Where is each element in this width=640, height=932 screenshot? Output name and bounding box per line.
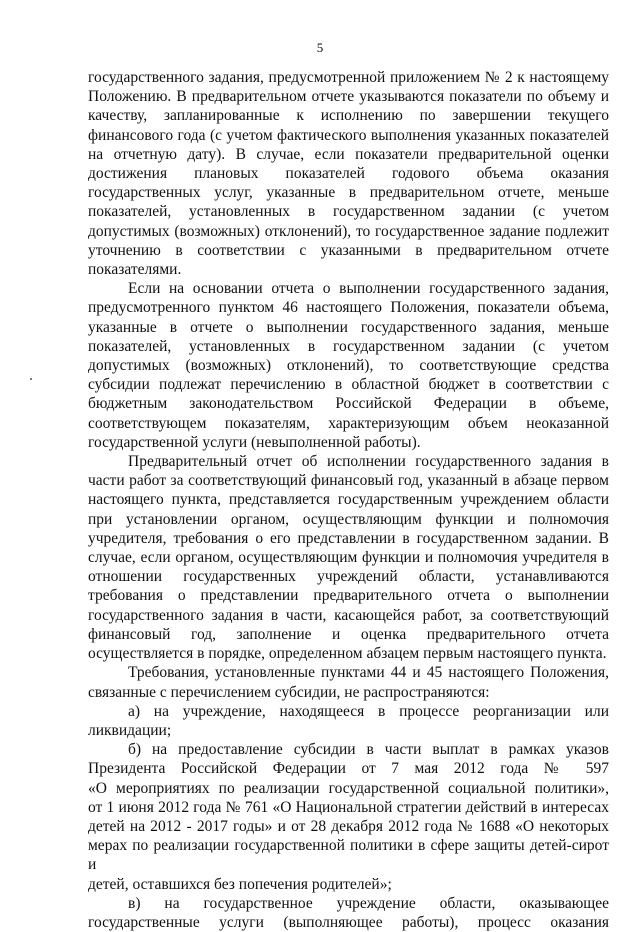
paragraph-2-line: предусмотренного пунктом 46 настоящего Положения, показатели объема, — [88, 299, 609, 317]
paragraph-5-line: ликвидации; — [88, 721, 172, 739]
paragraph-3-line: Предварительный отчет об исполнении государственного задания в — [128, 453, 609, 471]
paragraph-2-line: показателей, установленных в государственном задании (с учетом — [88, 337, 609, 355]
paragraph-3-line: требования о представлении предварительного отчета о выполнении — [88, 587, 609, 605]
paragraph-3-line: случае, если органом, осуществляющим функции и полномочия учредителя в — [88, 549, 609, 567]
paragraph-6-line: детей, оставшихся без попечения родителей»; — [88, 875, 392, 893]
paragraph-2-line: указанные в отчете о выполнении государственного задания, меньше — [88, 318, 609, 336]
paragraph-1-line: на отчетную дату). В случае, если показатели предварительной оценки — [88, 145, 609, 163]
paragraph-3-line: учредителя, требования о его представлении в государственном задании. В — [88, 529, 609, 547]
paragraph-3-line: государственного задания в части, касающейся работ, за соответствующий — [88, 606, 609, 624]
paragraph-1-line: Положению. В предварительном отчете указываются показатели по объему и — [88, 88, 609, 106]
paragraph-1-line: достижения плановых показателей годового объема оказания — [88, 165, 609, 183]
paragraph-3-line: части работ за соответствующий финансовый год, указанный в абзаце первом — [88, 472, 609, 490]
paragraph-6-line: от 1 июня 2012 года № 761 «О Национальной стратегии действий в интересах — [88, 798, 609, 816]
paragraph-6-line: Президента Российской Федерации от 7 мая 2012 года № 597 — [88, 760, 609, 778]
paragraph-6-line: б) на предоставление субсидии в части выплат в рамках указов — [128, 741, 609, 759]
paragraph-3-line: финансовый год, заполнение и оценка предварительного отчета — [88, 625, 609, 643]
paragraph-1-line: качеству, запланированные к исполнению по завершении текущего — [88, 107, 609, 125]
paragraph-3-line: отношении государственных учреждений области, устанавливаются — [88, 568, 609, 586]
paragraph-2-line: соответствующем показателям, характеризующим объем неоказанной — [88, 414, 609, 432]
page-number: 5 — [316, 40, 324, 55]
paragraph-5-line: а) на учреждение, находящееся в процессе реорганизации или — [128, 702, 609, 720]
scan-artifact — [30, 378, 32, 380]
paragraph-4-line: связанные с перечислением субсидии, не распространяются: — [88, 683, 490, 701]
paragraph-2-line: государственной услуги (невыполненной работы). — [88, 433, 421, 451]
paragraph-6-line: мерах по реализации государственной политики в сфере защиты детей-сирот и — [88, 837, 609, 874]
paragraph-3-line: настоящего пункта, представляется государственным учреждением области — [88, 491, 609, 509]
document-body — [88, 68, 609, 932]
paragraph-6-line: «О мероприятиях по реализации государственной социальной политики», — [88, 779, 609, 797]
paragraph-1-line: государственного задания, предусмотренной приложением № 2 к настоящему — [88, 69, 609, 86]
paragraph-7-line: в) на государственное учреждение области, оказывающее — [128, 894, 609, 912]
paragraph-1-line: финансового года (с учетом фактического выполнения указанных показателей — [88, 126, 609, 144]
paragraph-6-line: детей на 2012 - 2017 годы» и от 28 декабря 2012 года № 1688 «О некоторых — [88, 817, 609, 835]
paragraph-2-line: допустимых (возможных) отклонений), то соответствующие средства — [88, 357, 609, 375]
paragraph-1-line: государственных услуг, указанные в предварительном отчете, меньше — [88, 184, 609, 202]
paragraph-1-line: показателями. — [88, 261, 182, 279]
paragraph-2-line: субсидии подлежат перечислению в областной бюджет в соответствии с — [88, 376, 609, 394]
paragraph-7-line: государственные услуги (выполняющее работы), процесс оказания — [88, 913, 609, 931]
paragraph-3-line: при установлении органом, осуществляющим функции и полномочия — [88, 510, 609, 528]
paragraph-1-line: уточнению в соответствии с указанными в предварительном отчете — [88, 241, 609, 259]
paragraph-2-line: бюджетным законодательством Российской Федерации в объеме, — [88, 395, 609, 413]
paragraph-4-line: Требования, установленные пунктами 44 и 45 настоящего Положения, — [128, 664, 609, 682]
paragraph-3-line: осуществляется в порядке, определенном абзацем первым настоящего пункта. — [88, 645, 607, 663]
paragraph-1-line: допустимых (возможных) отклонений), то государственное задание подлежит — [88, 222, 609, 240]
paragraph-2-line: Если на основании отчета о выполнении государственного задания, — [128, 280, 609, 298]
paragraph-1-line: показателей, установленных в государственном задании (с учетом — [88, 203, 609, 221]
